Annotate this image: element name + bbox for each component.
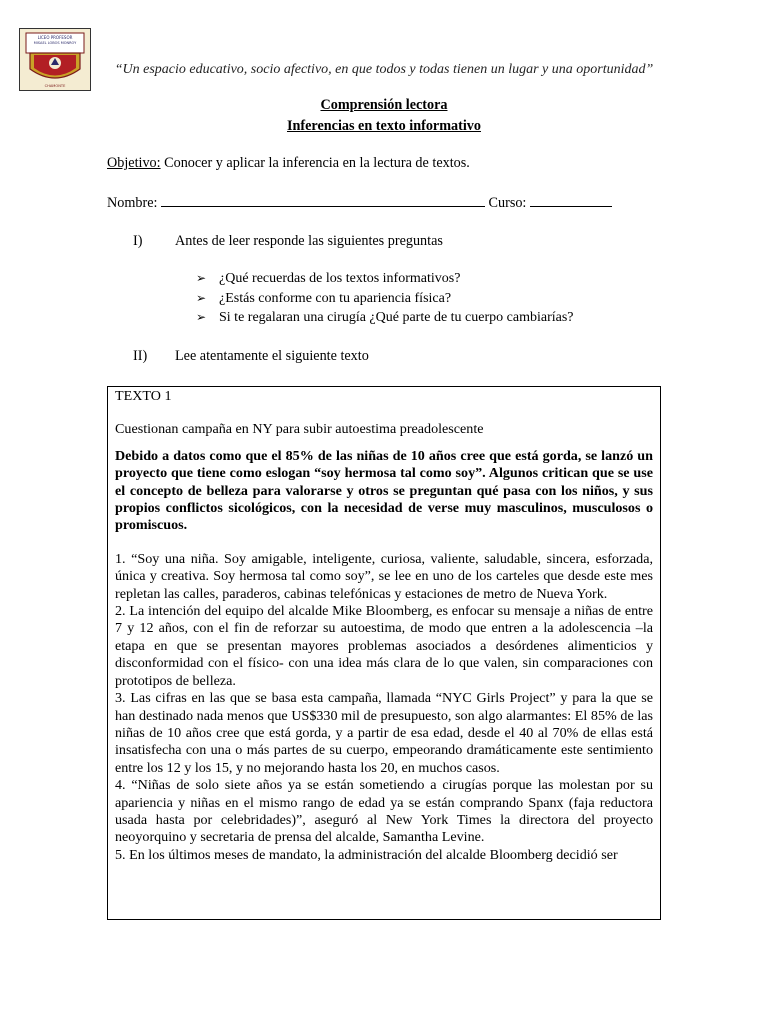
section-1-heading	[133, 233, 443, 250]
text-paragraph-2: 2. La intención del equipo del alcalde Mike Bloomberg, es enfocar su mensaje a niñas de entre 7 y 12 años, con el fin de reforzar su autoestima, de modo que entren a la adolescencia –la etapa en que se presentan mayores problemas asociados a desórdenes alimenticios y disconformidad con el físico- con una idea más clara de lo que valen, sin comparaciones con prototipos de belleza.	[115, 603, 653, 689]
section-2-heading	[133, 348, 369, 365]
text-lead: Debido a datos como que el 85% de las niñas de 10 años cree que está gorda, se lanzó un proyecto que tiene como eslogan “soy hermosa tal como soy”. Algunos critican que se use el concepto de belleza para valorarse y otros se preguntan qué pasa con los niños, y sus propios conflictos sicológicos, con la necesidad de verse muy masculinos, musculosos o promiscuos.	[115, 447, 653, 534]
text-paragraph-1: 1. “Soy una niña. Soy amigable, inteligente, curiosa, valiente, saludable, sincera, esforzada, única y creativa. Soy hermosa tal como soy”, se lee en uno de los carteles que desde este mes repletan las calles, paraderos, cabinas telefónicas y estaciones de metro de Nueva York.	[115, 550, 653, 602]
text-headline: Cuestionan campaña en NY para subir autoestima preadolescente	[115, 421, 484, 438]
arrow-bullet-icon: ➢	[196, 291, 207, 305]
text-paragraph-4: 4. “Niñas de solo siete años ya se están sometiendo a cirugías porque las molestan por su apariencia y niñas en el mismo rango de edad ya se están comprando Spanx (faja reductora usada hasta por celebridades)”, aseguró al New York Times la directora del proyecto neoyorquino y secretaria de prensa del alcalde, Samantha Levine.	[115, 777, 653, 846]
objective-line	[107, 155, 470, 172]
logo-text-3: CHAMONTE	[44, 84, 66, 88]
text-paragraph-5: 5. En los últimos meses de mandato, la administración del alcalde Bloomberg decidió ser	[115, 846, 618, 863]
reading-text-box	[107, 386, 661, 920]
question-1	[196, 271, 460, 287]
school-logo	[19, 28, 91, 91]
name-field[interactable]	[161, 194, 485, 207]
name-label: Nombre:	[107, 195, 158, 211]
course-label: Curso:	[488, 195, 527, 211]
course-field[interactable]	[530, 194, 612, 207]
question-3-text: Si te regalaran una cirugía ¿Qué parte de tu cuerpo cambiarías?	[219, 310, 574, 325]
question-3	[196, 310, 574, 326]
objective-label: Objetivo:	[107, 155, 161, 171]
arrow-bullet-icon: ➢	[196, 271, 207, 285]
text-label: TEXTO 1	[115, 388, 172, 404]
section-2-numeral: II)	[133, 348, 148, 364]
section-2-title: Lee atentamente el siguiente texto	[175, 348, 369, 364]
logo-text-2: MISAEL LOBOS MONROY	[33, 41, 77, 45]
objective-text: Conocer y aplicar la inferencia en la lectura de textos.	[160, 155, 470, 171]
name-course-line	[107, 194, 612, 212]
section-1-title: Antes de leer responde las siguientes preguntas	[175, 233, 443, 249]
question-1-text: ¿Qué recuerdas de los textos informativos?	[219, 271, 461, 286]
logo-text-1: LICEO PROFESOR	[37, 35, 73, 40]
question-2	[196, 291, 451, 307]
question-2-text: ¿Estás conforme con tu apariencia física?	[219, 291, 452, 306]
section-1-numeral: I)	[133, 233, 143, 249]
school-motto: “Un espacio educativo, socio afectivo, en que todos y todas tienen un lugar y una oportunidad”	[114, 62, 654, 77]
text-paragraph-3: 3. Las cifras en las que se basa esta campaña, llamada “NYC Girls Project” y para la que se han destinado nada menos que US$330 mil de presupuesto, son algo alarmantes: El 85% de las niñas de 10 años cree que está gorda, y a partir de esa edad, desde el 40 al 70% de ellas está insatisfecha con una o más partes de su cuerpo, empeorando dramáticamente este sentimiento entre los 12 y los 15, y no mejorando hasta los 20, en muchos casos.	[115, 690, 653, 776]
arrow-bullet-icon: ➢	[196, 310, 207, 324]
page-subtitle: Inferencias en texto informativo	[287, 118, 481, 134]
page-title: Comprensión lectora	[320, 97, 448, 113]
